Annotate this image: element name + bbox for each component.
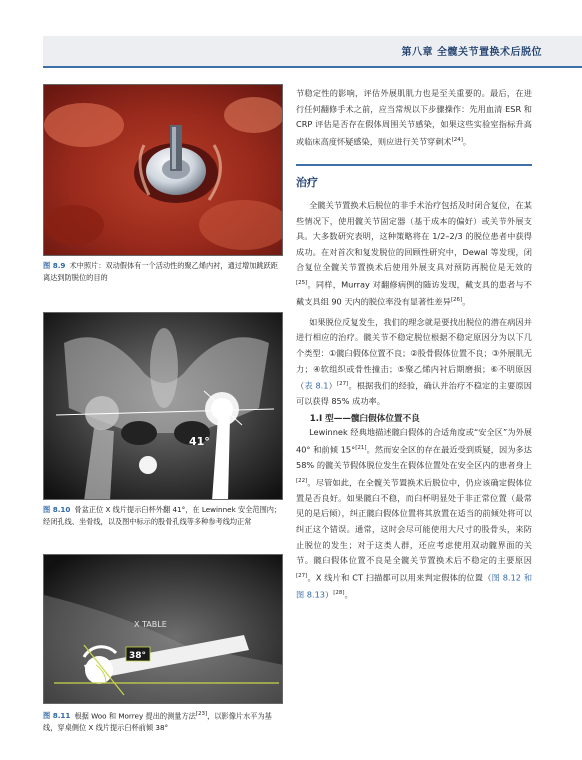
treatment-paragraph-1 [296, 198, 532, 311]
figure-8-9-caption [43, 260, 283, 284]
intraoperative-photo [44, 85, 283, 256]
p3-text-b: 。然而安全区的存在最近受到质疑，因为多达 58% 的髋关节假体脱位发生在假体位置处在安全区内的患者身上 [296, 444, 532, 470]
p1-citation-2: [26] [450, 297, 463, 304]
p3-text-e: ） [325, 589, 334, 600]
p2-text-b: ） [328, 380, 338, 391]
section-title-treatment: 治疗 [296, 164, 532, 190]
intro-end: 。 [462, 136, 472, 147]
figure-8-11-caption-post: ，以影像片水平为基线，穿桌侧位 X 线片提示臼杯前倾 38° [43, 711, 272, 733]
p1-text-b: 。同样，Murray 对翻修病例的随访发现，戴支具的患者与不戴支具组 90 天内的脱位率没有显著性差异 [296, 279, 532, 308]
table-8-1-link[interactable]: 表 8.1 [304, 380, 329, 391]
intro-text: 节稳定性的影响，评估外展肌肌力也是至关重要的。最后，在进行任何翻修手术之前，应当常规以下步骤操作：先用血清 ESR 和 CRP 评估是否存在假体周围关节感染，如果这些实验室指标升高或临床高度怀疑感染，则应进行关节穿刺术 [296, 88, 532, 147]
p3-citation-1: [21] [355, 444, 367, 451]
figure-column [43, 84, 283, 734]
p1-citation-1: [25] [296, 280, 308, 287]
intro-citation: [24] [451, 136, 463, 143]
p3-text-a: Lewinnek 经典地描述髋臼假体的合适角度或“安全区”为外展 40° 和前倾 15° [296, 427, 532, 455]
figure-8-10-label: 图 8.10 [43, 505, 71, 514]
p1-text-c: 。 [462, 297, 471, 308]
subsection-title-type-1: 1.I 型——髋臼假体位置不良 [309, 414, 420, 425]
p3-text-c: 。尽管如此，在全髋关节置换术后脱位中，仍应该确定假体位置是否良好。如果髋臼不稳，而臼杯明显处于非正常位置（最常见的是后倾），纠正髋臼假体位置将其放置在适当的前倾处将可以纠正这个错误。通常，这时会尽可能使用大尺寸的股骨头，来防止脱位的发生；对于这类人群，还应考虑使用双动髋界面的关节。髋臼假体位置不良是全髋关节置换术后不稳定的主要原因 [296, 477, 532, 566]
xray-table-label: X TABLE [134, 620, 167, 629]
text-column [296, 86, 532, 604]
p2-citation: [27] [337, 381, 349, 388]
p2-text-c: 。根据我们的经验，确认并治疗不稳定的主要原因可以获得 85% 成功率。 [296, 380, 532, 407]
intro-paragraph [296, 86, 532, 150]
cross-table-xray [44, 555, 283, 704]
figure-8-9-label: 图 8.9 [43, 261, 66, 270]
figure-8-11-caption-ref: [23] [195, 711, 208, 717]
p3-citation-2: [22] [296, 477, 308, 484]
figure-8-10-caption-text: 骨盆正位 X 线片提示臼杯外翻 41°，在 Lewinnek 安全范围内；经闭孔线、坐骨线，以及图中标示的股骨孔线等多种参考线均正常 [43, 505, 282, 526]
figure-8-11-caption-pre: 根据 Woo 和 Morrey 提出的测量方法 [74, 711, 196, 721]
figure-8-10-caption [43, 504, 283, 528]
treatment-paragraph-2 [296, 315, 532, 410]
pelvis-xray [44, 313, 283, 500]
figure-8-9-caption-text: 术中照片：双动假体有一个活动性的聚乙烯内衬，通过增加跳跃距离达到防脱位的目的 [43, 261, 278, 282]
xray-angle-label-38: 38° [129, 651, 147, 661]
treatment-paragraph-3 [296, 425, 532, 603]
figure-8-11-label: 图 8.11 [43, 711, 71, 721]
figure-8-11-caption [43, 708, 283, 734]
p3-text-d: 。X 线片和 CT 扫描都可以用来判定假体的位置（ [307, 572, 492, 583]
figure-8-11-image [43, 554, 283, 704]
figure-8-9-image [43, 84, 283, 256]
p3-citation-3: [27] [296, 572, 308, 579]
running-head: 第八章 全髋关节置换术后脱位 [401, 47, 542, 58]
p3-citation-4: [28] [333, 590, 345, 597]
xray-angle-label-41: 41° [189, 435, 210, 448]
p3-text-f: 。 [344, 589, 353, 600]
p2-text-a: 如果脱位反复发生，我们的理念就是要找出脱位的潜在病因并进行相应的治疗。髋关节不稳定脱位根据不稳定原因分为以下几个类型：①髋臼假体位置不良；②股骨假体位置不良；③外展肌无力；④软组织或骨性撞击；⑤聚乙烯内衬后期磨损；⑥不明原因（ [296, 316, 532, 391]
figure-8-12-8-13-link[interactable]: 图 8.12 和图 8.13 [296, 572, 533, 600]
p1-text-a: 全髋关节置换术后脱位的非手术治疗包括及时闭合复位，在某些情况下，使用髋关节固定器（基于成本的偏好）或关节外展支具。大多数研究表明，这种策略将在 1/2–2/3 的脱位患者中获得成功。在对首次和复发脱位的回顾性研究中，Dewal 等发现，闭合复位全髋关节置换术后使用外展支具对预防再脱位是无效的 [296, 200, 532, 273]
figure-8-10-image [43, 312, 283, 500]
